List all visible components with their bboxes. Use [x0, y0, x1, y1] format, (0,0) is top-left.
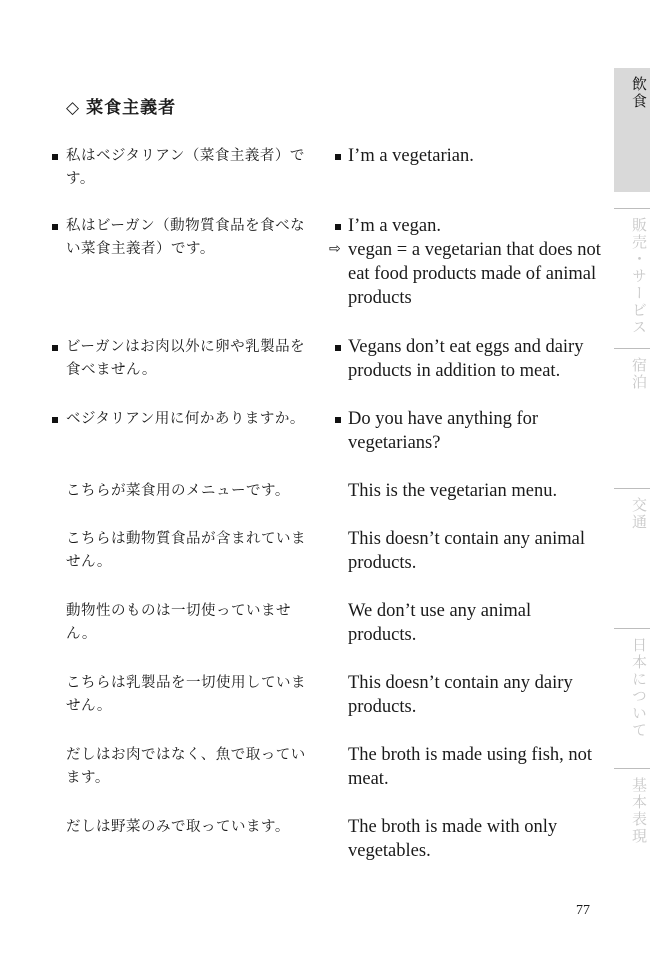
english-text: The broth is made using fish, not meat.: [348, 745, 593, 789]
japanese-text: 動物性のものは一切使っていません。: [66, 603, 291, 642]
english-text: This is the vegetarian menu.: [348, 481, 558, 501]
bullet-icon: [335, 224, 341, 230]
english-text: I’m a vegetarian.: [348, 146, 474, 166]
page-number: 77: [576, 903, 590, 918]
english-text: This doesn’t contain any dairy products.: [348, 673, 573, 717]
bullet-icon: [335, 345, 341, 351]
english-text: Vegans don’t eat eggs and dairy products in addition to meat.: [348, 337, 584, 381]
japanese-text: ビーガンはお肉以外に卵や乳製品を食べません。: [66, 339, 306, 378]
tab-sales-and-service[interactable]: [614, 208, 650, 348]
english-text: The broth is made with only vegetables.: [348, 817, 558, 861]
japanese-phrase: [66, 336, 318, 382]
tab-label: 販売・サービス: [630, 217, 648, 336]
japanese-text: こちらは乳製品を一切使用していません。: [66, 675, 306, 714]
diamond-icon: ◇: [66, 98, 81, 118]
bullet-icon: [52, 345, 58, 351]
japanese-phrase: [66, 744, 318, 790]
japanese-phrase: [66, 480, 318, 503]
bullet-icon: [335, 154, 341, 160]
english-phrase: [329, 214, 603, 310]
tab-label: 宿泊: [630, 357, 648, 391]
japanese-phrase: [66, 672, 318, 718]
usage-note-text: vegan = a vegetarian that does not eat food products made of animal products: [348, 240, 601, 308]
section-title: [66, 93, 176, 118]
japanese-phrase: [66, 600, 318, 646]
tab-about-japan[interactable]: [614, 628, 650, 768]
usage-note: [329, 238, 603, 310]
tab-transportation[interactable]: [614, 488, 650, 628]
english-phrase: [348, 599, 603, 647]
bullet-icon: [335, 417, 341, 423]
english-phrase: [348, 815, 603, 863]
japanese-text: こちらは動物質食品が含まれていません。: [66, 531, 306, 570]
bullet-icon: [52, 154, 58, 160]
tab-food-and-drink[interactable]: [614, 68, 650, 192]
english-phrase: [348, 479, 603, 503]
japanese-text: ベジタリアン用に何かありますか。: [66, 411, 305, 427]
japanese-phrase: [66, 408, 318, 431]
bullet-icon: [52, 417, 58, 423]
bullet-icon: [52, 224, 58, 230]
tab-label: 飲食: [630, 76, 648, 110]
english-text: Do you have anything for vegetarians?: [348, 409, 539, 453]
japanese-phrase: [66, 816, 318, 839]
japanese-phrase: [66, 528, 318, 574]
section-title-text: 菜食主義者: [86, 98, 177, 118]
japanese-phrase: [66, 145, 318, 191]
japanese-text: こちらが菜食用のメニューです。: [66, 483, 290, 499]
tab-basic-expressions[interactable]: [614, 768, 650, 908]
tab-label: 日本について: [630, 637, 648, 739]
japanese-text: 私はビーガン（動物質食品を食べない菜食主義者）です。: [66, 218, 306, 257]
english-phrase: [348, 144, 603, 168]
japanese-text: だしは野菜のみで取っています。: [66, 819, 290, 835]
english-text: This doesn’t contain any animal products.: [348, 529, 586, 573]
english-phrase: [348, 527, 603, 575]
english-phrase: [348, 335, 603, 383]
english-phrase: [348, 407, 603, 455]
japanese-text: 私はベジタリアン（菜食主義者）です。: [66, 148, 305, 187]
japanese-text: だしはお肉ではなく、魚で取っています。: [66, 747, 306, 786]
english-phrase: [348, 671, 603, 719]
arrow-icon: ⇨: [329, 242, 341, 257]
tab-label: 基本表現: [630, 777, 648, 845]
japanese-phrase: [66, 215, 318, 261]
tab-label: 交通: [630, 497, 648, 531]
english-phrase: [348, 743, 603, 791]
english-text: We don’t use any animal products.: [348, 601, 532, 645]
english-text: I’m a vegan.: [348, 216, 441, 236]
tab-accommodation[interactable]: [614, 348, 650, 488]
